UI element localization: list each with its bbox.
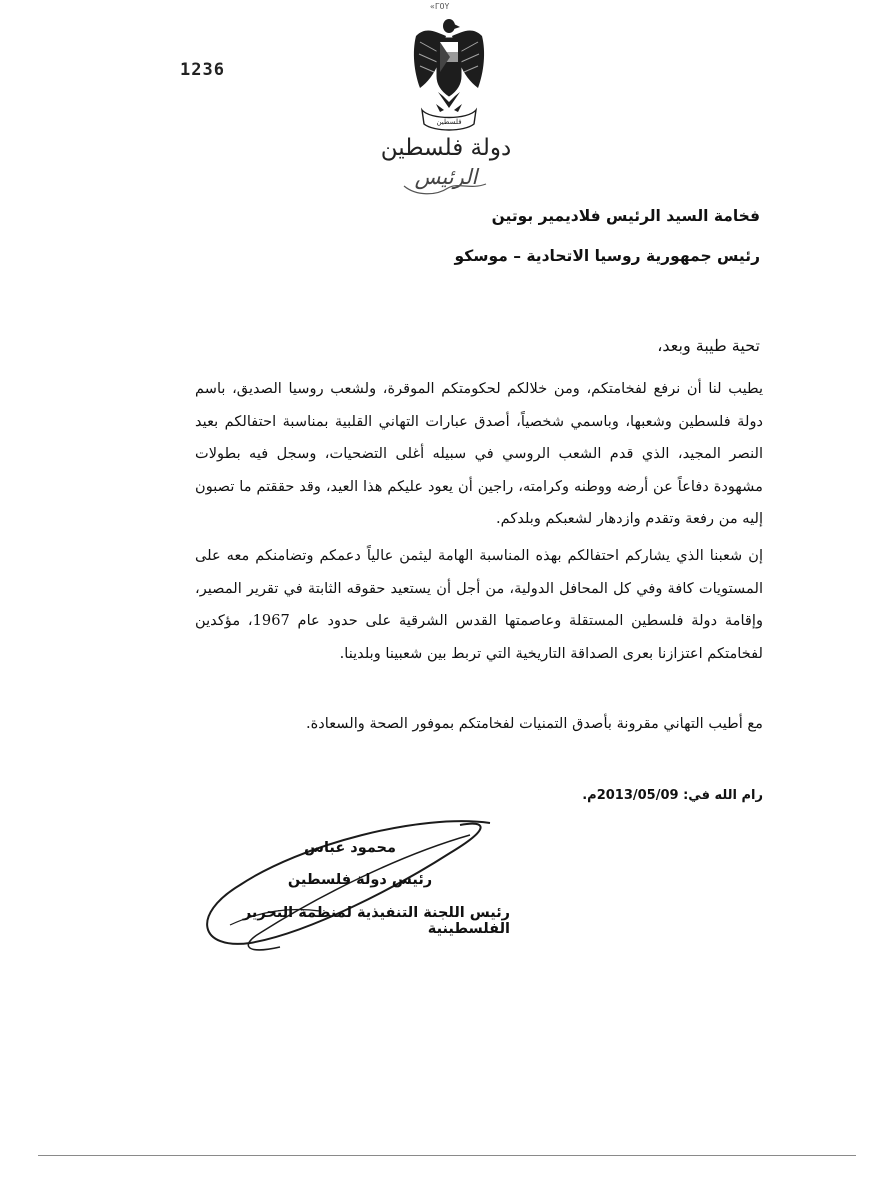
signatory-title-1: رئيس دولة فلسطين [287, 872, 433, 888]
signatory-name: محمود عباس [303, 840, 396, 856]
paragraph-2: إن شعبنا الذي يشاركم احتفالكم بهذه المناسبة الهامة ليثمن عالياً دعمكم وتضامنكم معه على المستويات كافة وفي كل المحافل الدولية، من أجل أن يستعيد حقوقه الثابتة في تقرير المصير، وإقامة دولة فلسطين المستقلة وعاصمتها القدس الشرقية على حدود عام 1967، مؤكدين لفخامتكم اعتزازنا بعرى الصداقة التاريخية التي تربط بين شعبينا وبلدينا. [195, 547, 764, 662]
signatory-title-2: رئيس اللجنة التنفيذية لمنظمة التحرير الفلسطينية [242, 905, 510, 937]
presidency-title: الرئيس [414, 165, 478, 189]
bottom-rule [38, 1155, 856, 1156]
closing-line: مع أطيب التهاني مقرونة بأصدق التمنيات لفخامتكم بموفور الصحة والسعادة. [306, 715, 763, 732]
date-line: رام الله في: 2013/05/09م. [582, 788, 763, 803]
state-name: دولة فلسطين [380, 135, 512, 161]
paragraph-1: يطيب لنا أن نرفع لفخامتكم، ومن خلالكم لحكومتكم الموقرة، ولشعب روسيا الصديق، باسم دولة فلسطين وشعبها، وباسمي شخصياً، أصدق عبارات التهاني القلبية بمناسبة احتفالكم بعيد النصر المجيد، الذي قدم الشعب الروسي في سبيله أغلى التضحيات، وسجل فيه بطولات مشهودة دفاعاً عن أرضه ووطنه وكرامته، راجين أن يعود عليكم هذا العيد، وقد حققتم ما تصبون إليه من رفعة وتقدم وازدهار لشعبكم وبلدكم. [195, 380, 763, 527]
emblem-label: فلسطين [436, 118, 462, 126]
calligraphy-flourish [396, 162, 496, 198]
reference-number: 1236 [180, 60, 225, 80]
palestine-emblem [408, 12, 490, 140]
addressee-line2: رئيس جمهورية روسيا الاتحادية – موسكو [454, 247, 760, 265]
top-marginal-number: «ΓΟΥ [430, 2, 450, 11]
greeting: تحية طيبة وبعد، [657, 336, 760, 355]
addressee-line1: فخامة السيد الرئيس فلاديمير بوتين [491, 207, 760, 225]
